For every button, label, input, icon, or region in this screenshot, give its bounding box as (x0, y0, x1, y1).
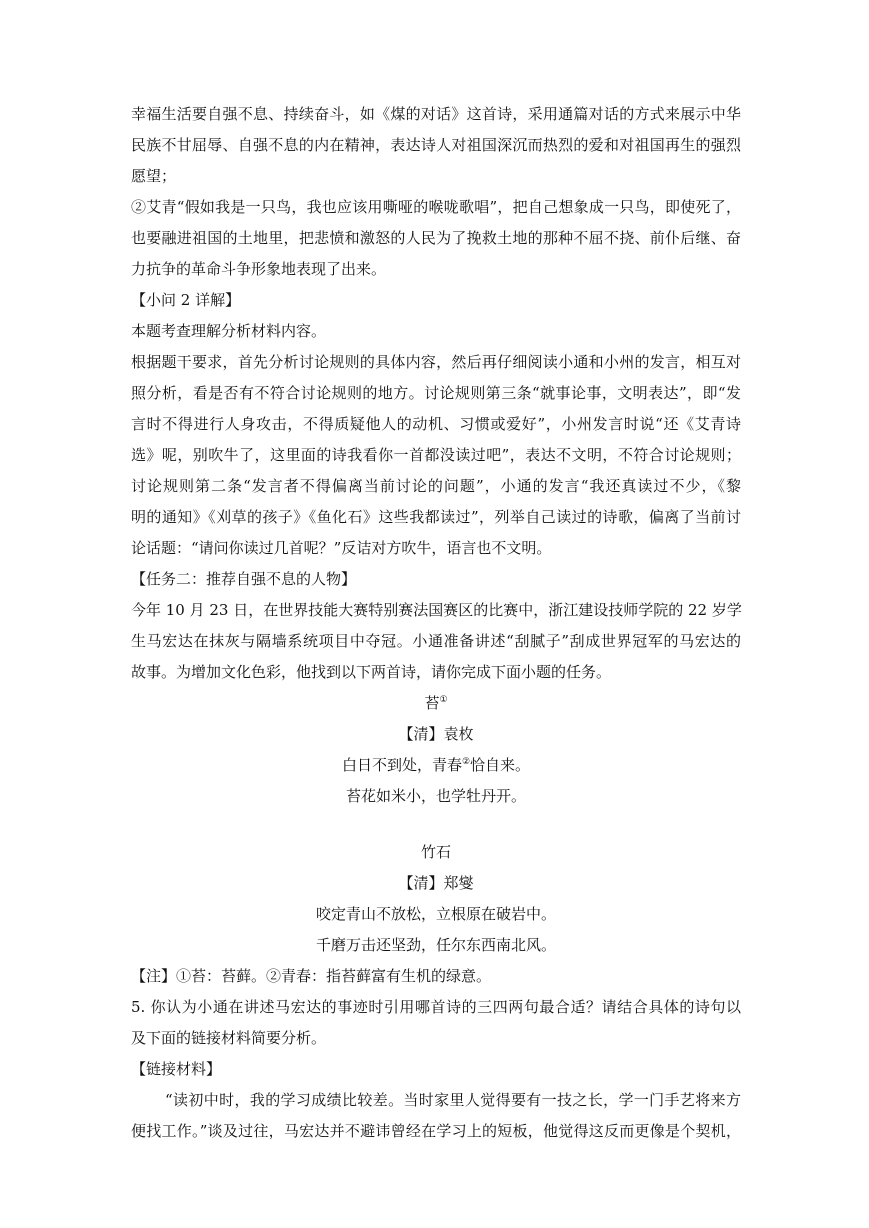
footnote-marker: ① (439, 695, 448, 705)
paragraph-line: 故事。为增加文化色彩，他找到以下两首诗，请你完成下面小题的任务。 (131, 663, 612, 681)
poem-line-text: 恰自来。 (470, 756, 531, 774)
paragraph-line: 论话题：“请问你读过几首呢？”反诘对方吹牛，语言也不文明。 (131, 539, 552, 557)
poem-title: 竹石 (420, 843, 451, 861)
paragraph-line: 照分析，看是否有不符合讨论规则的地方。讨论规则第三条“就事论事，文明表达”，即“发 (131, 384, 741, 402)
paragraph-line: 愿望； (131, 167, 177, 185)
footnote-marker: ② (461, 757, 471, 767)
poem-author: 【清】袁枚 (398, 725, 474, 743)
paragraph-line: ②艾青“假如我是一只鸟，我也应该用嘶哑的喉咙歌唱”，把自己想象成一只鸟，即使死了， (131, 198, 741, 216)
paragraph-line: 言时不得进行人身攻击，不得质疑他人的动机、习惯或爱好”，小州发言时说“还《艾青诗 (131, 415, 741, 433)
link-material-heading: 【链接材料】 (131, 1060, 222, 1078)
annotation-note: 【注】①苔：苔藓。②青春：指苔藓富有生机的绿意。 (131, 967, 492, 985)
paragraph-line: 本题考查理解分析材料内容。 (131, 322, 327, 340)
question-line: 及下面的链接材料简要分析。 (131, 1029, 327, 1047)
paragraph-line: 力抗争的革命斗争形象地表现了出来。 (131, 260, 387, 278)
poem-author: 【清】郑燮 (398, 874, 474, 892)
poem-line-text: 白日不到处，青春 (341, 756, 462, 774)
poem-title-text: 苔 (424, 694, 440, 712)
poem-title (131, 693, 741, 713)
paragraph-line: 讨论规则第二条“发言者不得偏离当前讨论的问题”，小通的发言“我还真读过不少，《黎 (131, 477, 741, 495)
paragraph-line: 明的通知》《刈草的孩子》《鱼化石》这些我都读过”，列举自己读过的诗歌，偏离了当前讨 (131, 508, 741, 526)
paragraph-line: 根据题干要求，首先分析讨论规则的具体内容，然后再仔细阅读小通和小州的发言，相互对 (131, 353, 741, 371)
paragraph-line: 选》呢，别吹牛了，这里面的诗我看你一首都没读过吧”，表达不文明，不符合讨论规则； (131, 446, 741, 464)
paragraph-line: 民族不甘屈辱、自强不息的内在精神，表达诗人对祖国深沉而热烈的爱和对祖国再生的强烈 (131, 136, 741, 154)
task-heading: 【任务二：推荐自强不息的人物】 (131, 570, 357, 588)
poem-line: 千磨万击还坚劲，任尔东西南北风。 (315, 936, 556, 954)
paragraph-line: 今年 10 月 23 日，在世界技能大赛特别赛法国赛区的比赛中，浙江建设技师学院的 22 岁学 (131, 601, 742, 619)
paragraph-line: 生马宏达在抹灰与隔墙系统项目中夺冠。小通准备讲述“刮腻子”刮成世界冠军的马宏达的 (131, 632, 741, 650)
poem-line: 苔花如米小，也学牡丹开。 (345, 787, 526, 805)
question-line: 5. 你认为小通在讲述马宏达的事迹时引用哪首诗的三四两句最合适？请结合具体的诗句以 (131, 998, 741, 1016)
paragraph-line: 也要融进祖国的土地里，把悲愤和激怒的人民为了挽救土地的那种不屈不挠、前仆后继、奋 (131, 229, 741, 247)
poem-line (131, 755, 741, 775)
paragraph-line: 幸福生活要自强不息、持续奋斗，如《煤的对话》这首诗，采用通篇对话的方式来展示中华 (131, 105, 741, 123)
poem-line: 咬定青山不放松，立根原在破岩中。 (315, 905, 556, 923)
material-line: “读初中时，我的学习成绩比较差。当时家里人觉得要有一技之长，学一门手艺将来方 (165, 1091, 741, 1109)
section-heading: 【小问 2 详解】 (131, 291, 241, 309)
material-line: 便找工作。”谈及过往，马宏达并不避讳曾经在学习上的短板，他觉得这反而更像是个契机， (131, 1122, 741, 1140)
